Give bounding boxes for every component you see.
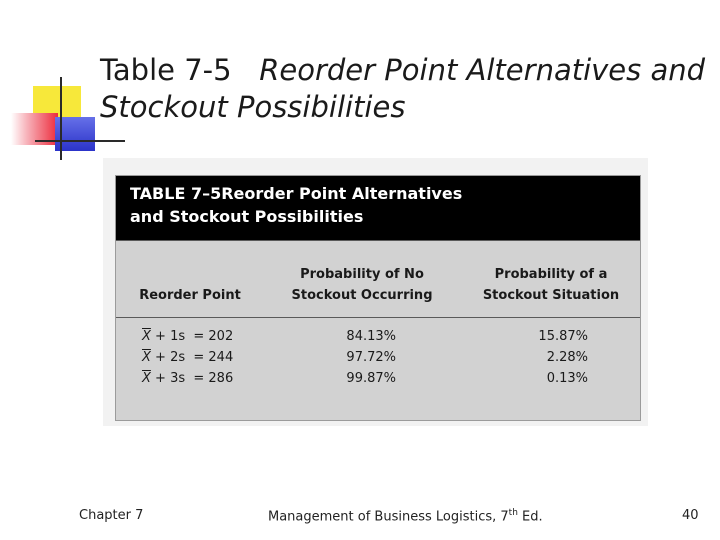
prob-stockout-cell: 15.87% — [538, 329, 588, 344]
slide-title-italic: Reorder Point Alternatives and Stockout Possibilities — [100, 53, 706, 124]
table-body — [116, 326, 640, 389]
column-header-prob-no-stockout-line2: Stockout Occurring — [291, 288, 433, 303]
footer-edition-suffix: Ed. — [517, 509, 543, 525]
prob-stockout-cell: 2.28% — [546, 350, 588, 365]
footer-book-title-text: Management of Business Logistics, 7 — [268, 509, 509, 525]
slide-title-prefix: Table 7-5 — [100, 53, 232, 87]
reorder-point-expression: + 2s = 244 — [150, 350, 234, 365]
reorder-point-expression: + 1s = 202 — [150, 329, 234, 344]
table-caption — [116, 176, 640, 240]
table-rule-top — [116, 240, 640, 241]
prob-stockout-cell: 0.13% — [546, 371, 588, 386]
x-bar-symbol: $\overline{X}$ — [142, 371, 151, 386]
x-bar-symbol: $\overline{X}$ — [142, 329, 151, 344]
footer-book-title — [268, 508, 543, 524]
table-caption-line1: TABLE 7–5Reorder Point Alternatives — [130, 184, 463, 203]
table-rule-middle — [116, 317, 640, 318]
reorder-point-expression: + 3s = 286 — [150, 371, 234, 386]
table-row — [116, 326, 640, 347]
prob-no-stockout-cell: 99.87% — [346, 371, 396, 386]
footer-page-number: 40 — [682, 508, 699, 523]
column-header-prob-no-stockout — [286, 264, 438, 306]
decorative-vertical-line — [60, 77, 62, 160]
reorder-point-table — [115, 175, 641, 421]
column-header-prob-stockout-line1: Probability of a — [494, 267, 608, 282]
slide-title — [100, 52, 710, 126]
reorder-point-cell — [142, 368, 262, 389]
table-row — [116, 347, 640, 368]
table-caption-line2: and Stockout Possibilities — [130, 207, 364, 226]
column-header-reorder-point — [130, 285, 250, 306]
prob-no-stockout-cell: 84.13% — [346, 329, 396, 344]
column-header-reorder-point-label: Reorder Point — [139, 288, 241, 303]
reorder-point-cell — [142, 326, 262, 347]
prob-no-stockout-cell: 97.72% — [346, 350, 396, 365]
x-bar-symbol: $\overline{X}$ — [142, 350, 151, 365]
reorder-point-cell — [142, 347, 262, 368]
table-row — [116, 368, 640, 389]
column-header-prob-no-stockout-line1: Probability of No — [300, 267, 424, 282]
column-header-prob-stockout — [476, 264, 626, 306]
decorative-horizontal-line — [35, 140, 125, 142]
footer-chapter: Chapter 7 — [79, 508, 144, 523]
footer-edition-superscript: th — [508, 508, 518, 518]
column-header-prob-stockout-line2: Stockout Situation — [482, 288, 620, 303]
table-figure — [103, 158, 648, 426]
